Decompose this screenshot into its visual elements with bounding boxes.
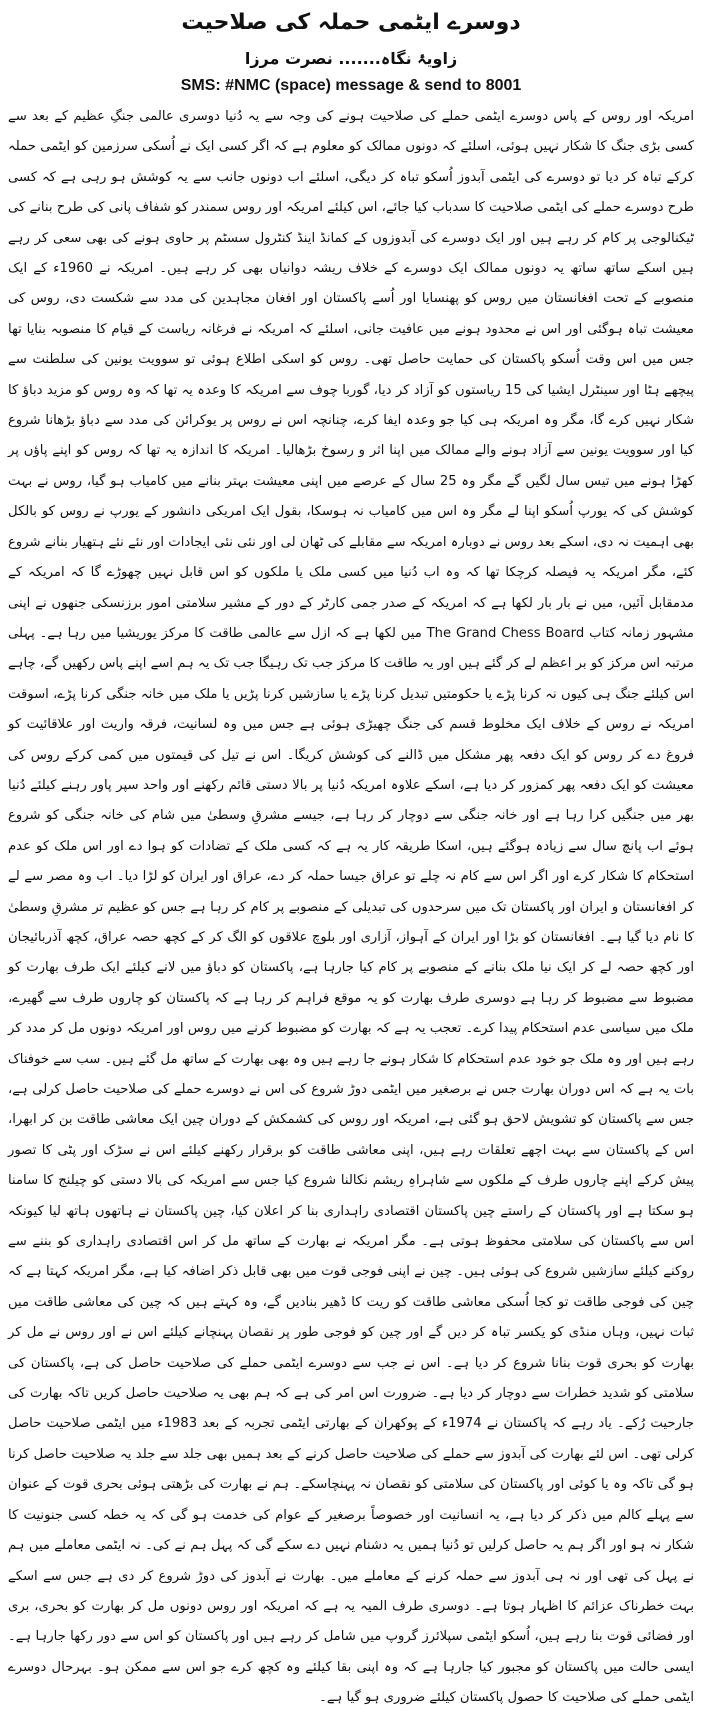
column-byline: زاویۂ نگاہ....... نصرت مرزا bbox=[244, 49, 458, 68]
article-paragraph: امریکہ اور روس کے پاس دوسرے ایٹمی حملے کی صلاحیت ہونے کی وجہ سے یہ دُنیا دوسری عالمی جنگِ عظیم کے بعد سے کسی بڑی جنگ کا شکار نہیں ہوئی، اسلئے کہ دونوں ممالک کو معلوم ہے کہ اگر کسی ایک نے اُسکی سرزمین کو ایٹمی حملہ کرکے تباہ کر دیا تو دوسرے کی ایٹمی آبدوز اُسکو تباہ کر دیگی، اسلئے اب دونوں جانب سے یہ کوشش ہو رہی ہے کہ کسی طرح دوسرے حملے کی ایٹمی صلاحیت کا سدباب کیا جائے، اس کیلئے امریکہ اور روس سمندر کو شفاف پانی کی طرح بنانے کی ٹیکنالوجی پر کام کر رہے ہیں اور ایک دوسرے کی آبدوزوں کے کمانڈ اینڈ کنٹرول سسٹم پر حاوی ہونے کی بھی سعی کر رہے ہیں اسکے ساتھ ساتھ یہ دونوں ممالک ایک دوسرے کے خلاف ریشہ دوانیاں بھی کر رہے ہیں۔ امریکہ نے 1960ء کے ایک منصوبے کے تحت افغانستان میں روس کو پھنسایا اور اُسے پاکستان اور افغان مجاہدین کی مدد سے شکست دی، روس کی معیشت تباہ ہوگئی اور اس نے محدود ہونے میں عافیت جانی، اسلئے کہ امریکہ نے فرغانہ ریاست کے قیام کا منصوبہ بنایا تھا جس میں اس وقت اُسکو پاکستان کی حمایت حاصل تھی۔ روس کو اسکی اطلاع ہوئی تو سوویت یونین کی سلطنت سے پیچھے ہٹا اور سینٹرل ایشیا کی 15 ریاستوں کو آزاد کر دیا، گوربا چوف سے امریکہ کا وعدہ یہ تھا کہ وہ روس کو مزید دباؤ کا شکار نہیں کرے گا، مگر وہ امریکہ ہی کیا جو وعدہ ایفا کرے، چنانچہ اس نے روس پر یوکرائن کی مدد سے دباؤ بڑھانا شروع کیا اور سوویت یونین سے آزاد ہونے والے ممالک میں اپنا اثر و رسوخ بڑھالیا۔ امریکہ کا اندازہ یہ تھا کہ روس کو اپنے پاؤں پر کھڑا ہونے میں تیس سال لگیں گے مگر وہ 25 سال کے عرصے میں اپنی معیشت بہتر بنانے میں کامیاب ہو گیا، روس نے بہت کوشش کی کہ یورپ اُسکو اپنا لے مگر وہ اس میں کامیاب نہ ہوسکا، بقول ایک امریکی دانشور کے یورپ نے روس کو بالکل بھی اہمیت نہ دی، اسکے بعد روس نے دوبارہ امریکہ سے مقابلے کی ٹھان لی اور نئی نئی ایجادات اور نئے نئے ہتھیار بنانے شروع کئے، مگر امریکہ یہ فیصلہ کرچکا تھا کہ وہ اب دُنیا میں کسی ملک یا ملکوں کو اس قابل نہیں چھوڑے گا کہ امریکہ کے مدمقابل آئیں، میں نے بار بار لکھا ہے کہ امریکہ کے صدر جمی کارٹر کے دور کے مشیر سلامتی امور برزنسکی جنھوں نے اپنی مشہور زمانہ کتاب The Grand Chess Board میں لکھا ہے کہ ازل سے عالمی طاقت کا مرکز یوریشیا میں رہا ہے۔ پہلی مرتبہ اس مرکز کو بر اعظم لے کر گئے ہیں اور یہ طاقت کا مرکز جب تک رہیگا جب تک یہ ہم اسے اپنے پاس رکھیں گے، چاہے اس کیلئے جنگ ہی کیوں نہ کرنا پڑے یا حکومتیں تبدیل کرنا پڑے یا سازشیں کرنا پڑیں یا ملک میں خانہ جنگی کرنا پڑے، اسوقت امریکہ نے روس کے خلاف ایک مخلوط قسم کی جنگ چھیڑی ہوئی ہے جس میں وہ لسانیت، فرقہ واریت اور علاقائیت کو فروغ دے کر روس کو ایک دفعہ پھر مشکل میں ڈالنے کی کوشش کریگا۔ اس نے تیل کی قیمتوں میں کمی کرکے روس کی معیشت کو ایک دفعہ پھر کمزور کر دیا ہے، اسکے علاوہ امریکہ دُنیا پر بالا دستی قائم رکھنے اور واحد سپر پاور رہنے کیلئے دُنیا بھر میں جنگیں کرا رہا ہے اور خانہ جنگی سے دوچار کر رہا ہے، جیسے مشرقِ وسطیٰ میں شام کی خانہ جنگی کو شروع ہوئے اب پانچ سال سے زیادہ ہوگئے ہیں، اسکا طریقہ کار یہ ہے کہ کسی ملک کے تضادات کو ہوا دے اور اس ملک کو عدم استحکام کا شکار کرے اور اگر اس سے کام نہ چلے تو عراق جیسا حملہ کر دے، عراق اور ایران کو لڑا دیا۔ اب وہ مصر سے لے کر افغانستان و ایران اور پاکستان تک میں سرحدوں کی تبدیلی کے منصوبے پر کام کر رہا ہے جس کو عظیم تر مشرقِ وسطیٰ کا نام دیا گیا ہے۔ افغانستان کو بڑا اور ایران کے آہواز، آزاری اور بلوچ علاقوں کو الگ کر کے کچھ حصہ عراق، کچھ آذربائیجان اور کچھ حصہ لے کر ایک نیا ملک بنانے کے منصوبے پر کام کیا جارہا ہے، پاکستان کو دباؤ میں لانے کیلئے ایک طرف بھارت کو مضبوط سے مضبوط کر رہا ہے دوسری طرف بھارت کو یہ موقع فراہم کر رہا ہے کہ پاکستان کو چاروں طرف سے گھیرے، ملک میں سیاسی عدم استحکام پیدا کرے۔ تعجب یہ ہے کہ بھارت کو مضبوط کرنے میں روس اور امریکہ دونوں مل کر مدد کر رہے ہیں اور وہ ملک جو خود عدم استحکام کا شکار ہونے جا رہے ہیں وہ بھی بھارت کے ساتھ مل گئے ہیں۔ سب سے خوفناک بات یہ ہے کہ اس دوران بھارت جس نے برصغیر میں ایٹمی دوڑ شروع کی اس نے دوسرے حملے کی صلاحیت حاصل کرلی ہے، جس سے پاکستان کو تشویش لاحق ہو گئی ہے، امریکہ اور روس کی کشمکش کے دوران چین ایک معاشی طاقت بن کر ابھرا، اس کے پاکستان سے بہت اچھے تعلقات رہے ہیں، اپنی معاشی طاقت کو برقرار رکھنے کیلئے اس نے سڑک اور پٹی کا تصور پیش کرکے اپنے چاروں طرف کے ملکوں سے شاہراہِ ریشم نکالنا شروع کیا جس سے امریکہ کی بالا دستی کو چیلنج کا سامنا ہو سکتا ہے اور پاکستان کے راستے چین پاکستان اقتصادی راہداری بنا کر اعلان کیا، چین پاکستان نے ہاتھوں ہاتھ لیا کیونکہ اس سے پاکستان کی سلامتی محفوظ ہوتی ہے۔ مگر امریکہ نے بھارت کے ساتھ مل کر اس اقتصادی راہداری کو بننے سے روکنے کیلئے سازشیں شروع کی ہوئی ہیں۔ چین نے اپنی فوجی قوت میں بھی قابل ذکر اضافہ کیا ہے، مگر امریکہ کہتا ہے کہ چین کی فوجی طاقت تو کجا اُسکی معاشی طاقت کو ریت کا ڈھیر بنادیں گے، وہ کہتے ہیں کہ چین کی معاشی طاقت میں ثبات نہیں، وہاں منڈی کو یکسر تباہ کر دیں گے اور چین کو فوجی طور پر نقصان پہنچانے کیلئے اس نے اور روس نے مل کر بھارت کو بحری قوت بنانا شروع کر دیا ہے۔ اس نے جب سے دوسرے ایٹمی حملے کی صلاحیت حاصل کی ہے، پاکستان کی سلامتی کو شدید خطرات سے دوچار کر دیا ہے۔ ضرورت اس امر کی ہے کہ ہم بھی یہ صلاحیت حاصل کریں تاکہ بھارت کی جارحیت رُکے۔ یاد رہے کہ پاکستان نے 1974ء کے پوکھران کے بھارتی ایٹمی تجربہ کے بعد 1983ء میں ایٹمی صلاحیت حاصل کرلی تھی۔ اس لئے بھارت کی آبدوز سے حملے کی صلاحیت حاصل کرنے کے بعد ہمیں بھی جلد سے جلد یہ صلاحیت حاصل کرنا ہو گی تاکہ وہ یا کوئی اور پاکستان کی سلامتی کو نقصان نہ پہنچاسکے۔ ہم نے بھارت کی بڑھتی ہوئی بحری قوت کے عنوان سے پہلے کالم میں ذکر کر دیا ہے، یہ انسانیت اور خصوصاً برصغیر کے عوام کی خدمت ہو گی کہ یہ خطہ کسی جنونیت کا شکار نہ ہو اور اگر ہم یہ حاصل کرلیں تو دُنیا ہمیں یہ دشنام نہیں دے سکے گی کہ پہل ہم نے کی۔ نہ ایٹمی معاملے میں ہم نے پہل کی تھی اور نہ ہی آبدوز سے حملہ کرنے کے معاملے میں۔ بھارت نے آبدوز کی دوڑ شروع کر دی ہے جس سے اسکے بہت خطرناک عزائم کا اظہار ہوتا ہے۔ دوسری طرف المیہ یہ ہے کہ امریکہ اور روس دونوں مل کر بھارت کو بحری، بری اور فضائی قوت بنا رہے ہیں، اُسکو ایٹمی سپلائرز گروپ میں شامل کر رہے ہیں اور پاکستان کو اس سے دور رکھا جارہا ہے۔ ایسی حالت میں پاکستان کو مجبور کیا جارہا ہے کہ وہ اپنی بقا کیلئے وہ کچھ کرے جو اس سے ممکن ہو۔ بہرحال دوسرے ایٹمی حملے کی صلاحیت کا حصول پاکستان کیلئے ضروری ہو گیا ہے۔ bbox=[8, 109, 695, 1706]
article-body bbox=[8, 102, 695, 1706]
article-title: دوسرے ایٹمی حملہ کی صلاحیت bbox=[181, 10, 521, 35]
sms-instruction: SMS: #NMC (space) message & send to 8001 bbox=[180, 77, 522, 94]
